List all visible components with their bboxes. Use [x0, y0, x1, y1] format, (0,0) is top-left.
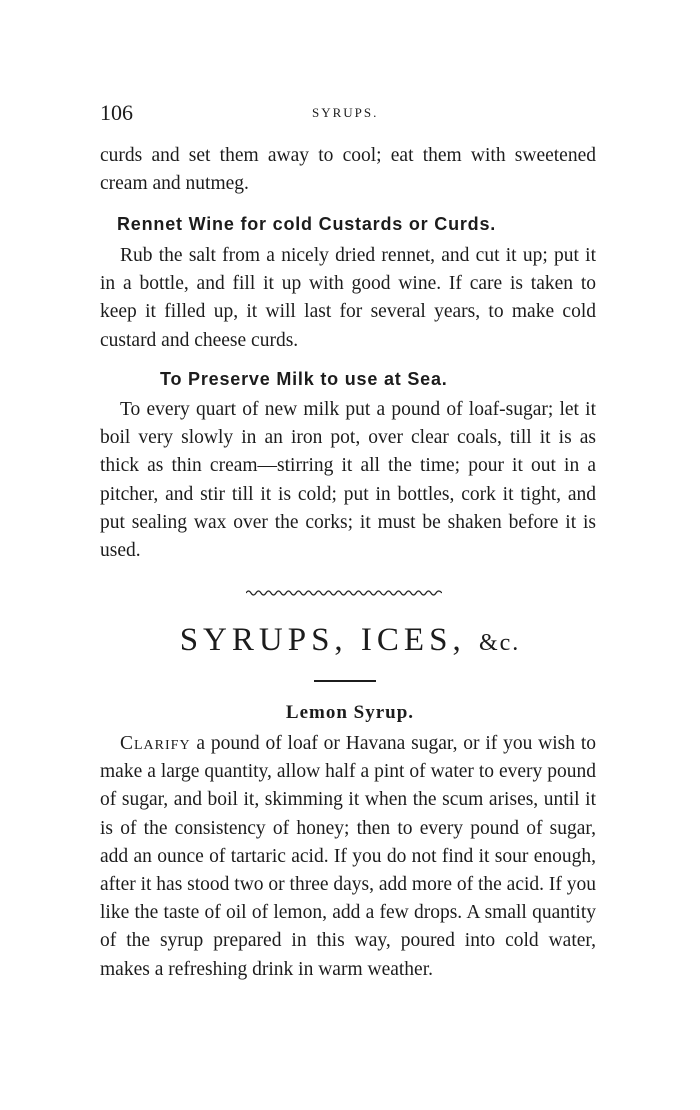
page-header [100, 100, 600, 130]
preserve-milk-text: To every quart of new milk put a pound of loaf-sugar; let it boil very slowly in an iron pot, over clear coals, till it is as thick as thin cream—stirring it all the time; pour it out in a pitcher, and stir till it is cold; put in bottles, cork it tight, and put sealing wax over the corks; it must be shaken before it is used. [100, 399, 596, 562]
lemon-syrup-text: a pound of loaf or Havana sugar, or if you wish to make a large quantity, allow half a pint of water to every pound of sugar, and boil it, skimming it when the scum arises, until it is of the consistency of honey; then to every pound of sugar, add an ounce of tartaric acid. If you do not find it sour enough, after it has stood two or three days, add more of the acid. If you like the taste of oil of lemon, add a few drops. A small quantity of the syrup prepared in this way, poured into cold water, makes a refreshing drink in warm weather. [100, 733, 597, 980]
preserve-milk-title: To Preserve Milk to use at Sea. [160, 369, 448, 389]
rennet-wine-title: Rennet Wine for cold Custards or Curds. [117, 214, 497, 234]
curds-recipe-text: curds and set them away to cool; eat them with sweetened cream and nutmeg. [100, 145, 596, 195]
running-head: SYRUPS. [312, 105, 379, 120]
lemon-syrup-paragraph [100, 730, 596, 984]
lemon-syrup-lead-word: Clarify [120, 733, 191, 754]
section-heading-suffix: &c. [478, 630, 521, 656]
heading-rule [314, 680, 376, 682]
curds-recipe-ending [100, 142, 596, 198]
section-heading-main: SYRUPS, ICES, [179, 622, 466, 658]
rennet-wine-text: Rub the salt from a nicely dried rennet, and cut it up; put it in a bottle, and fill it up with good wine. If care is taken to keep it filled up, it will last for several years, to make cold custard and cheese curds. [100, 245, 596, 351]
page-number: 106 [100, 100, 133, 125]
wavy-divider [246, 588, 442, 598]
preserve-milk-paragraph [100, 396, 596, 565]
rennet-wine-paragraph [100, 242, 596, 355]
lemon-syrup-title: Lemon Syrup. [285, 702, 415, 723]
section-heading [0, 622, 700, 659]
